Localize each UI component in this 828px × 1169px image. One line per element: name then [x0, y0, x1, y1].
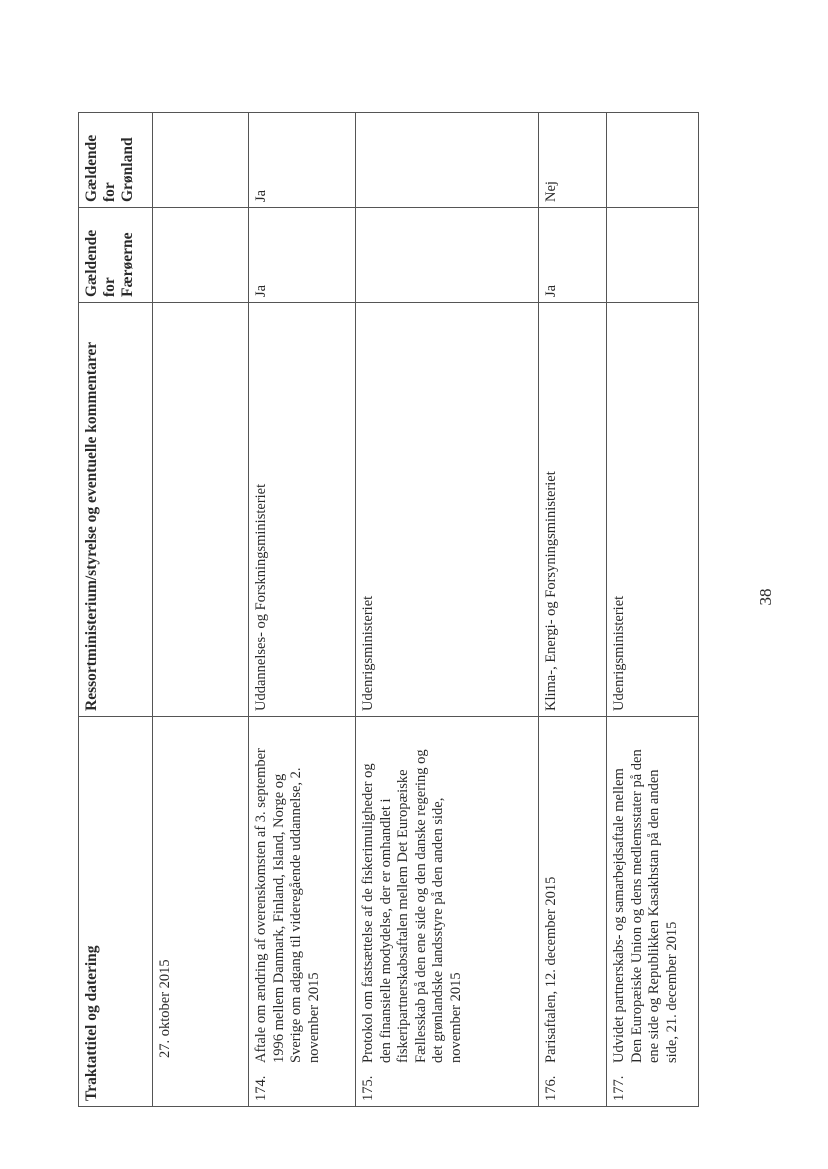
table-row: [607, 113, 699, 1107]
treaty-title: Parisaftalen, 12. december 2015: [543, 876, 559, 1063]
treaty-title-cell: [607, 717, 699, 1107]
rotated-table-page: [78, 113, 698, 1107]
faroe-cell: [607, 208, 699, 303]
treaty-title-cell: [356, 717, 539, 1107]
greenland-cell: Ja: [249, 113, 356, 208]
treaty-title-cell: [153, 717, 249, 1107]
greenland-cell: Nej: [539, 113, 607, 208]
header-faroe: Gældende for Færøerne: [79, 208, 153, 303]
greenland-cell: [356, 113, 539, 208]
faroe-cell: Ja: [249, 208, 356, 303]
treaty-title: 27. oktober 2015: [157, 959, 173, 1058]
treaty-title: Protokol om fastsættelse af de fiskerimuligheder og den finansielle modydelse, der er omhandlet i fiskeripartnerskabsaftalen mellem Det Europæiske Fællesskab på den ene side og den danske regering og det grønlandske landsstyre på den anden side, november 2015: [360, 749, 464, 1063]
greenland-cell: [153, 113, 249, 208]
treaty-title: Udvidet partnerskabs- og samarbejdsaftale mellem Den Europæiske Union og dens medlemsstater på den ene side og Republikken Kasakhstan på den anden side, 21. december 2015: [611, 749, 680, 1063]
header-ministry: Ressortministerium/styrelse og eventuelle kommentarer: [79, 303, 153, 717]
table-row: [249, 113, 356, 1107]
page-number: 38: [756, 588, 775, 606]
treaty-number: 177.: [611, 1075, 627, 1101]
ministry-cell: [153, 303, 249, 717]
ministry-cell: Klima-, Energi- og Forsyningsministeriet: [539, 303, 607, 717]
ministry-cell: Uddannelses- og Forskningsministeriet: [249, 303, 356, 717]
header-treaty-title: Traktattitel og datering: [79, 717, 153, 1107]
ministry-cell: Udenrigsministeriet: [607, 303, 699, 717]
treaty-title-cell: [539, 717, 607, 1107]
greenland-cell: [607, 113, 699, 208]
treaty-table: [78, 112, 699, 1107]
treaty-number: 176.: [543, 1075, 559, 1101]
faroe-cell: [356, 208, 539, 303]
treaty-number: 175.: [360, 1075, 376, 1101]
treaty-title-cell: [249, 717, 356, 1107]
faroe-cell: [153, 208, 249, 303]
table-row: [356, 113, 539, 1107]
treaty-title: Aftale om ændring af overenskomsten af 3. september 1996 mellem Danmark, Finland, Island, Norge og Sverige om adgang til videregående uddannelse, 2. november 2015: [253, 748, 322, 1063]
faroe-cell: Ja: [539, 208, 607, 303]
treaty-number: 174.: [253, 1075, 269, 1101]
table-row: [153, 113, 249, 1107]
table-row: [539, 113, 607, 1107]
table-header-row: [79, 113, 153, 1107]
ministry-cell: Udenrigsministeriet: [356, 303, 539, 717]
header-greenland: Gældende for Grønland: [79, 113, 153, 208]
